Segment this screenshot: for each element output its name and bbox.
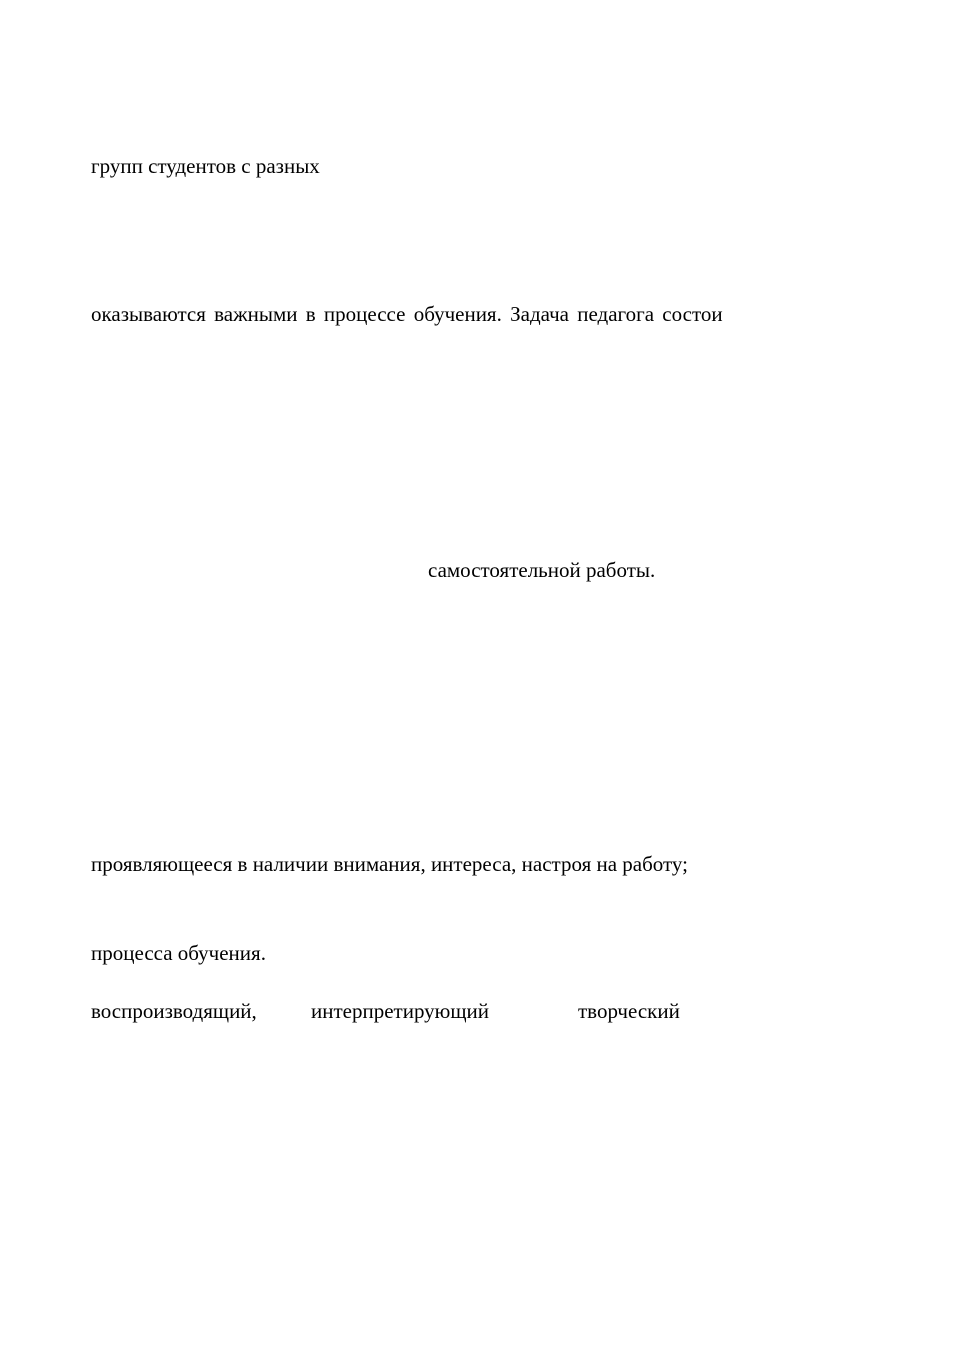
level-creative: творческий [578, 999, 680, 1023]
text-line: проявляющееся в наличии внимания, интереса, настроя на работу; [91, 852, 688, 876]
level-interpreting: интерпретирующий [311, 999, 490, 1023]
text-line: процесса обучения. [91, 941, 266, 965]
text-line: самостоятельной работы. [428, 558, 656, 582]
level-reproducing: воспроизводящий, [91, 999, 257, 1023]
text-line: групп студентов с разных [91, 154, 320, 178]
text-line: оказываются важными в процессе обучения. Задача педагога состои [91, 302, 723, 326]
